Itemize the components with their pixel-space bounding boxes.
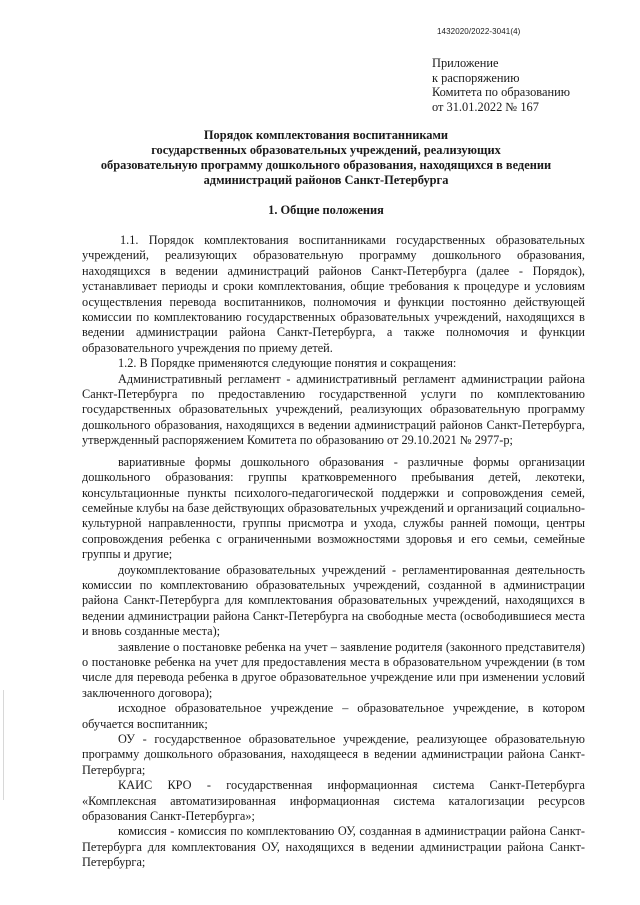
definition-original-institution: исходное образовательное учреждение – образовательное учреждение, в котором обучается воспитанник; [82, 701, 585, 731]
document-body [82, 233, 585, 871]
appendix-block [432, 56, 570, 114]
definition-registration-application: заявление о постановке ребенка на учет – заявление родителя (законного представителя) о постановке ребенка на учет для предоставления места в образовательном учреждении (в том числе для перевода ребенка в другое образовательное учреждение или при изменении условий заключенного договора); [82, 639, 585, 700]
title-line: Порядок комплектования воспитанниками [203, 128, 449, 142]
appendix-line: Приложение [432, 56, 499, 70]
definition-supplementary-staffing: доукомплектование образовательных учреждений - регламентированная деятельность комиссии по комплектованию образовательных учреждений, созданной в администрации района Санкт-Петербурга для комплектования образовательных учреждений, находящихся в ведении администрации района Санкт-Петербурга на свободные места (освободившиеся места и вновь созданные места); [82, 562, 585, 639]
appendix-line: от 31.01.2022 № 167 [432, 99, 539, 114]
definition-variative-forms: вариативные формы дошкольного образования - различные формы организации дошкольного образования: группы кратковременного пребывания детей, лекотеки, консультационные пункты психолого-педагогической поддержки и сопровождения семей, семейные клубы на базе действующих образовательных учреждений и организаций социально-культурной направленности, группы присмотра и ухода, службы ранней помощи, центры сопровождения ребенка с ограниченными возможностями здоровья и его семьи, семейные группы и другие; [82, 454, 585, 562]
document-title [72, 128, 580, 188]
appendix-line: Комитета по образованию [432, 85, 570, 99]
title-line: администраций районов Санкт-Петербурга [203, 173, 449, 187]
definition-admin-regulation: Административный регламент - административный регламент администрации района Санкт-Петербурга по предоставлению государственной услуги по комплектованию государственных образовательных учреждений, реализующих образовательную программу дошкольного образования, находящихся в ведении администраций районов Санкт-Петербурга, утвержденный распоряжением Комитета по образованию от 29.10.2021 № 2977-р; [82, 371, 585, 448]
title-line: государственных образовательных учреждений, реализующих [151, 143, 501, 157]
definition-kais-kro: КАИС КРО - государственная информационная система Санкт-Петербурга «Комплексная автоматизированная информационная система каталогизации ресурсов образования Санкт-Петербурга»; [82, 778, 585, 824]
scan-margin-mark [3, 690, 4, 800]
definition-commission: комиссия - комиссия по комплектованию ОУ, созданная в администрации района Санкт-Петербурга для комплектования ОУ, находящихся в ведении администрации района Санкт-Петербурга; [82, 824, 585, 870]
section-heading: 1. Общие положения [268, 203, 384, 217]
appendix-line: к распоряжению [432, 70, 520, 85]
paragraph-1-2: 1.2. В Порядке применяются следующие понятия и сокращения: [118, 356, 457, 371]
document-number: 1432020/2022-3041(4) [437, 27, 521, 36]
definition-ou: ОУ - государственное образовательное учреждение, реализующее образовательную программу дошкольного образования, находящееся в ведении администрации района Санкт-Петербурга; [82, 732, 585, 777]
title-line: образовательную программу дошкольного образования, находящихся в ведении [100, 158, 552, 172]
paragraph-1-1: 1.1. Порядок комплектования воспитанниками государственных образовательных учреждений, реализующих образовательную программу дошкольного образования, находящихся в ведении администраций районов Санкт-Петербурга (далее - Порядок), устанавливает периоды и сроки комплектования, общие требования к процедуре и условиям осуществления перевода воспитанников, полномочия и функции постоянно действующей комиссии по комплектованию государственных образовательных учреждений, находящихся в ведении администрации района Санкт-Петербурга, а также полномочия и функции образовательного учреждения по приему детей. [82, 233, 585, 355]
